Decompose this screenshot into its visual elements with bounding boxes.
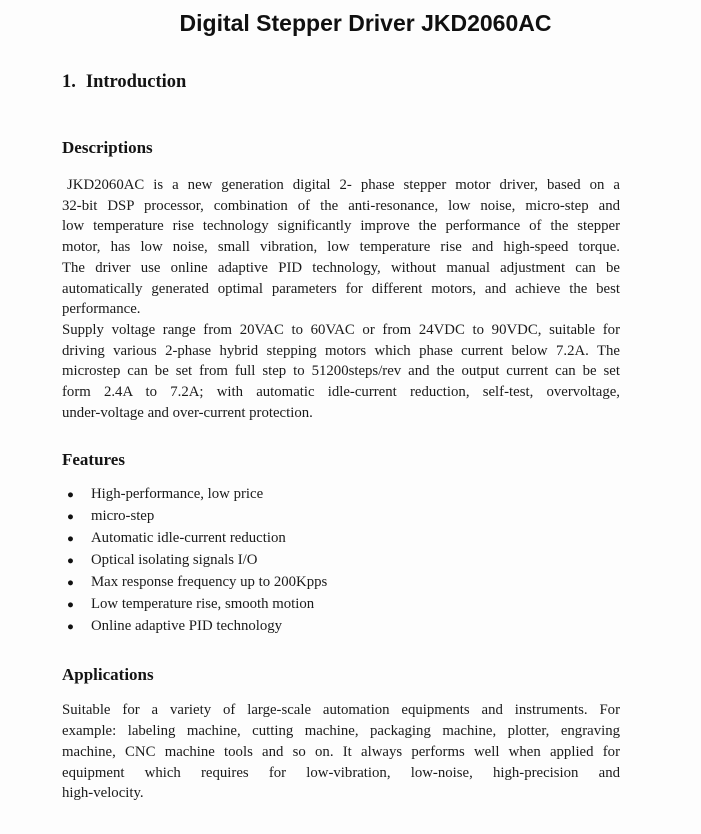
text-line: Suitable for a variety of large-scale automation equipments and instruments. For: [62, 702, 620, 719]
feature-list-item: [62, 572, 620, 594]
bullet-icon: ●: [67, 577, 74, 590]
document-title: Digital Stepper Driver JKD2060AC: [179, 10, 552, 36]
feature-list-item: [62, 528, 620, 550]
text-line: driving various 2-phase hybrid stepping motors which phase current below 7.2A. The: [62, 342, 620, 359]
subsection-heading-features: Features: [62, 450, 125, 470]
descriptions-paragraph-1: [62, 175, 620, 320]
feature-label: micro-step: [91, 508, 155, 525]
feature-list-item: [62, 594, 620, 616]
subsection-heading-applications: Applications: [62, 665, 154, 685]
bullet-icon: ●: [67, 533, 74, 546]
text-line: Supply voltage range from 20VAC to 60VAC or from 24VDC to 90VDC, suitable for: [62, 321, 620, 338]
text-line: form 2.4A to 7.2A; with automatic idle-current reduction, self-test, overvoltage,: [62, 384, 620, 401]
applications-paragraph: [62, 700, 620, 804]
features-list: [62, 484, 620, 638]
text-line: equipment which requires for low-vibration, low-noise, high-precision and: [62, 764, 620, 781]
bullet-icon: ●: [67, 489, 74, 502]
text-line: automatically generated optimal parameters for different motors, and achieve the best: [62, 280, 620, 297]
text-line: The driver use online adaptive PID technology, without manual adjustment can be: [62, 259, 620, 276]
feature-label: Low temperature rise, smooth motion: [91, 596, 315, 613]
bullet-icon: ●: [67, 555, 74, 568]
text-line: 32-bit DSP processor, combination of the anti-resonance, low noise, micro-step and: [62, 197, 620, 214]
text-line: microstep can be set from full step to 51200steps/rev and the output current can be set: [62, 363, 620, 380]
text-line: JKD2060AC is a new generation digital 2- phase stepper motor driver, based on a: [67, 177, 620, 193]
subsection-heading-descriptions: Descriptions: [62, 138, 153, 157]
feature-label: Online adaptive PID technology: [91, 618, 283, 635]
text-line: example: labeling machine, cutting machine, packaging machine, plotter, engraving: [62, 723, 620, 740]
descriptions-paragraph-2: [62, 320, 620, 424]
text-line: under-voltage and over-current protection.: [62, 404, 313, 421]
feature-label: Optical isolating signals I/O: [91, 552, 258, 569]
feature-label: Automatic idle-current reduction: [91, 530, 286, 547]
feature-list-item: [62, 484, 620, 506]
bullet-icon: ●: [67, 511, 74, 524]
bullet-icon: ●: [67, 599, 74, 612]
section-title: Introduction: [85, 72, 187, 92]
feature-list-item: [62, 616, 620, 638]
document-content: [0, 70, 620, 804]
feature-label: Max response frequency up to 200Kpps: [91, 574, 328, 591]
section-heading-introduction: [62, 70, 620, 95]
feature-list-item: [62, 506, 620, 528]
text-line: high-velocity.: [62, 785, 144, 802]
feature-label: High-performance, low price: [91, 486, 264, 503]
text-line: performance.: [62, 301, 141, 318]
text-line: low temperature rise technology significantly improve the performance of the stepper: [62, 218, 620, 235]
feature-list-item: [62, 550, 620, 572]
text-line: motor, has low noise, small vibration, low temperature rise and high-speed torque.: [62, 239, 620, 256]
text-line: machine, CNC machine tools and so on. It always performs well when applied for: [62, 743, 620, 760]
bullet-icon: ●: [67, 621, 74, 634]
section-number: 1.: [62, 72, 76, 92]
